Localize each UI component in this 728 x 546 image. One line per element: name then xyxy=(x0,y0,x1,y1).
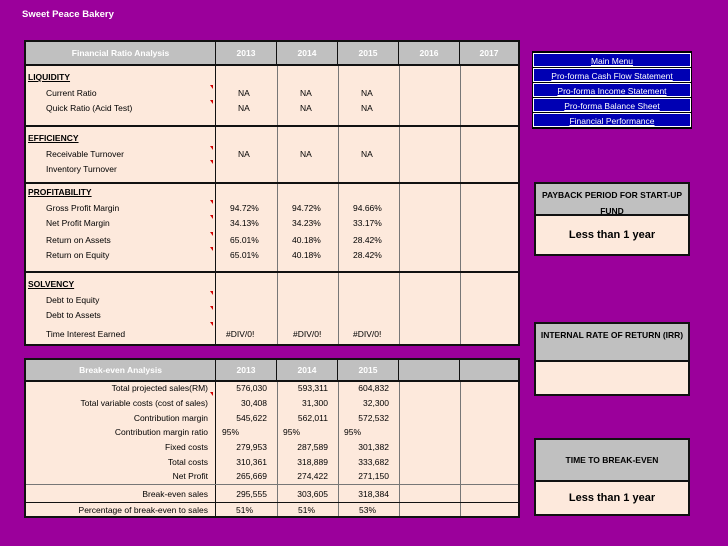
cell[interactable]: 32,300 xyxy=(363,398,389,408)
row-label: Debt to Equity xyxy=(46,295,100,305)
row-label: Return on Assets xyxy=(46,235,111,245)
cell[interactable]: 562,011 xyxy=(297,413,328,423)
cell[interactable]: 295,555 xyxy=(236,489,267,499)
breakeven-time-panel xyxy=(534,438,690,516)
row-label: Current Ratio xyxy=(46,88,97,98)
cell[interactable]: 28.42% xyxy=(353,250,382,260)
cell[interactable]: 31,300 xyxy=(302,398,328,408)
cell[interactable]: 94.72% xyxy=(230,203,259,213)
cell[interactable]: 30,408 xyxy=(241,398,267,408)
cell[interactable]: 34.23% xyxy=(292,218,321,228)
cell[interactable]: 572,532 xyxy=(358,413,389,423)
comment-marker-icon[interactable] xyxy=(210,247,213,251)
row-label: Debt to Assets xyxy=(46,310,101,320)
cell[interactable]: 303,605 xyxy=(297,489,328,499)
comment-marker-icon[interactable] xyxy=(210,232,213,236)
cell[interactable]: 94.66% xyxy=(353,203,382,213)
cell[interactable]: 576,030 xyxy=(236,383,267,393)
cell[interactable]: 40.18% xyxy=(292,250,321,260)
row-label: Contribution margin xyxy=(133,413,208,423)
comment-marker-icon[interactable] xyxy=(210,100,213,104)
breakeven-table xyxy=(24,358,520,518)
cell[interactable]: 53% xyxy=(359,505,377,515)
comment-marker-icon[interactable] xyxy=(210,146,213,150)
comment-marker-icon[interactable] xyxy=(210,392,213,396)
year-header xyxy=(399,360,460,380)
breakeven-time-title: TIME TO BREAK-EVEN xyxy=(536,440,688,482)
cell[interactable]: NA xyxy=(361,103,373,113)
cell[interactable]: 28.42% xyxy=(353,235,382,245)
cell[interactable]: NA xyxy=(238,103,250,113)
cell[interactable]: 318,889 xyxy=(297,457,328,467)
cell[interactable]: #DIV/0! xyxy=(226,329,255,339)
cell[interactable]: NA xyxy=(361,149,373,159)
cell[interactable]: 318,384 xyxy=(358,489,389,499)
row-label: Gross Profit Margin xyxy=(46,203,120,213)
row-label: Total variable costs (cost of sales) xyxy=(80,398,208,408)
year-header: 2016 xyxy=(399,42,460,64)
cell[interactable]: NA xyxy=(300,149,312,159)
section-solvency: SOLVENCY xyxy=(28,279,75,289)
cell[interactable]: 333,682 xyxy=(358,457,389,467)
comment-marker-icon[interactable] xyxy=(210,215,213,219)
ratio-table xyxy=(24,40,520,346)
cell[interactable]: 34.13% xyxy=(230,218,259,228)
row-label: Net Profit Margin xyxy=(46,218,110,228)
comment-marker-icon[interactable] xyxy=(210,160,213,164)
comment-marker-icon[interactable] xyxy=(210,291,213,295)
breakeven-header-row xyxy=(26,360,518,382)
row-label: Inventory Turnover xyxy=(46,164,117,174)
year-header: 2014 xyxy=(277,360,338,380)
cell[interactable]: 545,622 xyxy=(236,413,267,423)
cell[interactable]: 33.17% xyxy=(353,218,382,228)
irr-title: INTERNAL RATE OF RETURN (IRR) xyxy=(536,324,688,362)
cell[interactable]: NA xyxy=(300,103,312,113)
payback-panel xyxy=(534,182,690,256)
ratio-header-label: Financial Ratio Analysis xyxy=(26,42,216,64)
year-header xyxy=(460,360,518,380)
cell[interactable]: 65.01% xyxy=(230,235,259,245)
row-label: Fixed costs xyxy=(165,442,208,452)
cell[interactable]: 279,953 xyxy=(236,442,267,452)
cell[interactable]: 94.72% xyxy=(292,203,321,213)
breakeven-time-value: Less than 1 year xyxy=(568,492,656,504)
cell[interactable]: 51% xyxy=(236,505,254,515)
cell[interactable]: 271,150 xyxy=(358,471,389,481)
comment-marker-icon[interactable] xyxy=(210,200,213,204)
nav-menu xyxy=(532,51,692,129)
year-header: 2014 xyxy=(277,42,338,64)
cell[interactable]: #DIV/0! xyxy=(293,329,322,339)
cell[interactable]: 65.01% xyxy=(230,250,259,260)
year-header: 2017 xyxy=(479,48,499,58)
cell[interactable]: 604,832 xyxy=(358,383,389,393)
cell[interactable]: NA xyxy=(300,88,312,98)
cell[interactable]: #DIV/0! xyxy=(353,329,382,339)
nav-balance-sheet[interactable]: Pro-forma Balance Sheet xyxy=(533,98,691,112)
ratio-header-row xyxy=(26,42,518,66)
irr-panel xyxy=(534,322,690,396)
cell[interactable]: NA xyxy=(238,88,250,98)
row-label: Total costs xyxy=(167,457,208,467)
row-label: Time Interest Earned xyxy=(46,329,126,339)
payback-title: PAYBACK PERIOD FOR START-UP FUND xyxy=(536,184,688,216)
cell[interactable]: 51% xyxy=(298,505,316,515)
cell[interactable]: 301,382 xyxy=(358,442,389,452)
row-label: Percentage of break-even to sales xyxy=(78,505,208,515)
row-label: Return on Equity xyxy=(46,250,110,260)
section-efficiency: EFFICIENCY xyxy=(28,133,79,143)
comment-marker-icon[interactable] xyxy=(210,322,213,326)
row-label: Total projected sales(RM) xyxy=(111,383,208,393)
nav-cash-flow[interactable]: Pro-forma Cash Flow Statement xyxy=(533,68,691,82)
year-header: 2015 xyxy=(338,360,399,380)
cell[interactable]: 265,669 xyxy=(236,471,267,481)
section-liquidity: LIQUIDITY xyxy=(28,72,71,82)
cell[interactable]: NA xyxy=(238,149,250,159)
row-label: Break-even sales xyxy=(142,489,208,499)
comment-marker-icon[interactable] xyxy=(210,85,213,89)
cell[interactable]: 593,311 xyxy=(297,383,328,393)
row-label: Quick Ratio (Acid Test) xyxy=(46,103,133,113)
cell[interactable]: 95% xyxy=(344,427,362,437)
section-profitability: PROFITABILITY xyxy=(28,187,92,197)
row-label: Net Profit xyxy=(172,471,208,481)
year-header: 2013 xyxy=(216,42,277,64)
cell[interactable]: NA xyxy=(361,88,373,98)
cell[interactable]: 95% xyxy=(222,427,240,437)
breakeven-header-label: Break-even Analysis xyxy=(26,360,216,380)
row-label: Receivable Turnover xyxy=(46,149,124,159)
cell[interactable]: 287,589 xyxy=(297,442,328,452)
row-label: Contribution margin ratio xyxy=(114,427,208,437)
nav-financial-performance[interactable]: Financial Performance xyxy=(533,113,691,127)
year-header: 2013 xyxy=(216,360,277,380)
year-header: 2015 xyxy=(338,42,399,64)
nav-income-statement[interactable]: Pro-forma Income Statement xyxy=(533,83,691,97)
app-title: Sweet Peace Bakery xyxy=(22,9,114,20)
comment-marker-icon[interactable] xyxy=(210,306,213,310)
cell[interactable]: 310,361 xyxy=(236,457,267,467)
cell[interactable]: 95% xyxy=(283,427,301,437)
cell[interactable]: 40.18% xyxy=(292,235,321,245)
payback-value: Less than 1 year xyxy=(568,229,656,241)
nav-main-menu[interactable]: Main Menu xyxy=(533,53,691,67)
cell[interactable]: 274,422 xyxy=(297,471,328,481)
